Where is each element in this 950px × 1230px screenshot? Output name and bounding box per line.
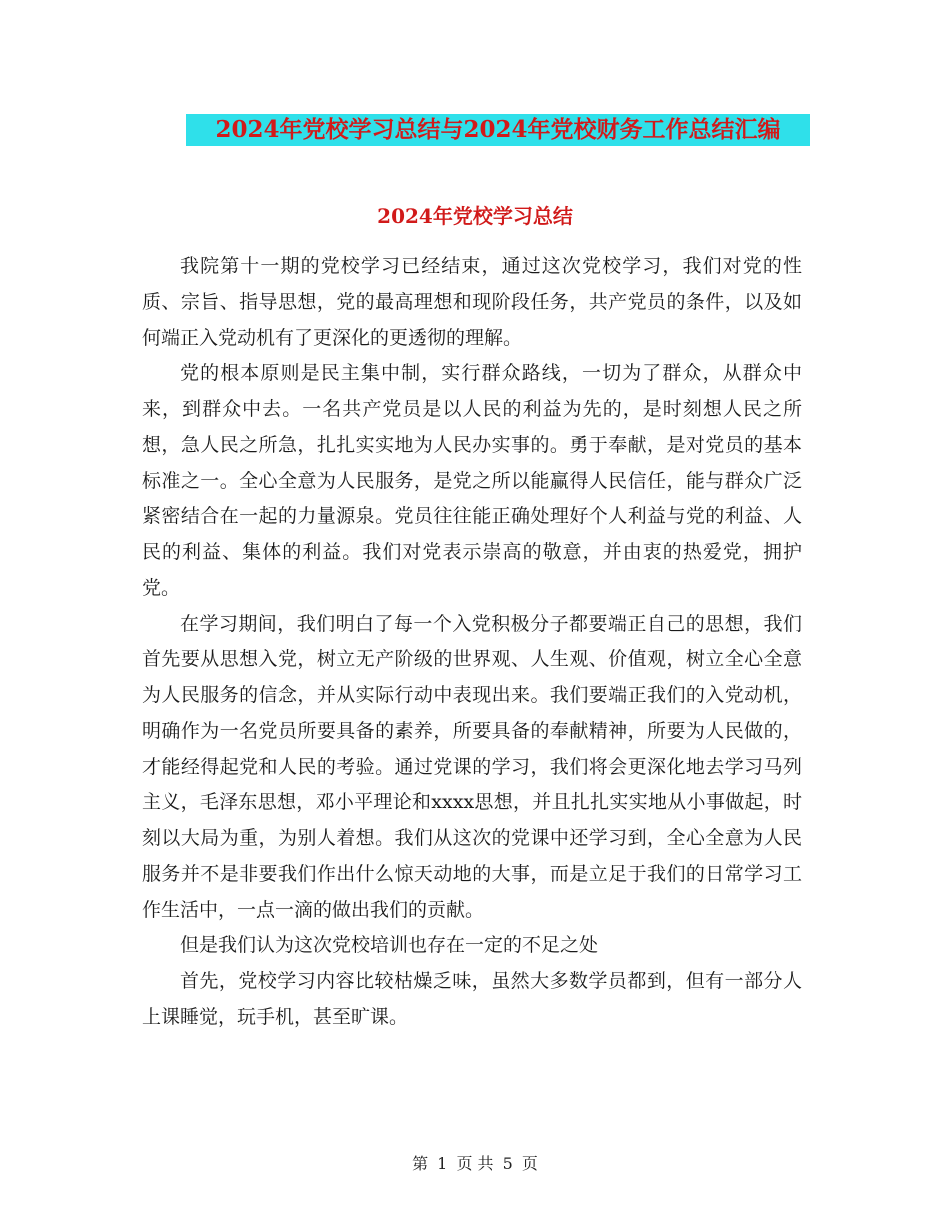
footer-prefix: 第 [412,1154,429,1173]
page-footer [0,1152,950,1176]
paragraph: 党的根本原则是民主集中制，实行群众路线，一切为了群众，从群众中来，到群众中去。一名共产党员是以人民的利益为先的，是时刻想人民之所想，急人民之所急，扎扎实实地为人民办实事的。勇于奉献，是对党员的基本标准之一。全心全意为人民服务，是党之所以能赢得人民信任，能与群众广泛紧密结合在一起的力量源泉。党员往往能正确处理好个人利益与党的利益、人民的利益、集体的利益。我们对党表示崇高的敬意，并由衷的热爱党，拥护党。 [142,362,802,599]
paragraph: 首先，党校学习内容比较枯燥乏味，虽然大多数学员都到，但有一部分人上课睡觉，玩手机，甚至旷课。 [142,970,802,1028]
footer-page-number: 1 [437,1154,448,1173]
footer-suffix: 页 [521,1154,538,1173]
paragraph: 在学习期间，我们明白了每一个入党积极分子都要端正自己的思想，我们首先要从思想入党，树立无产阶级的世界观、人生观、价值观，树立全心全意为人民服务的信念，并从实际行动中表现出来。我们要端正我们的入党动机，明确作为一名党员所要具备的素养，所要具备的奉献精神，所要为人民做的，才能经得起党和人民的考验。通过党课的学习，我们将会更深化地去学习马列主义，毛泽东思想，邓小平理论和xxxx思想，并且扎扎实实地从小事做起，时刻以大局为重，为别人着想。我们从这次的党课中还学习到，全心全意为人民服务并不是非要我们作出什么惊天动地的大事，而是立足于我们的日常学习工作生活中，一点一滴的做出我们的贡献。 [142,612,802,921]
document-body [142,249,802,1036]
section-title: 2024年党校学习总结 [377,204,573,228]
footer-middle: 页 共 [456,1154,494,1173]
paragraph: 但是我们认为这次党校培训也存在一定的不足之处 [180,934,599,957]
paragraph: 我院第十一期的党校学习已经结束，通过这次党校学习，我们对党的性质、宗旨、指导思想，党的最高理想和现阶段任务，共产党员的条件，以及如何端正入党动机有了更深化的更透彻的理解。 [142,255,802,349]
footer-total-pages: 5 [502,1154,513,1173]
document-title: 2024年党校学习总结与2024年党校财务工作总结汇编 [186,114,810,146]
